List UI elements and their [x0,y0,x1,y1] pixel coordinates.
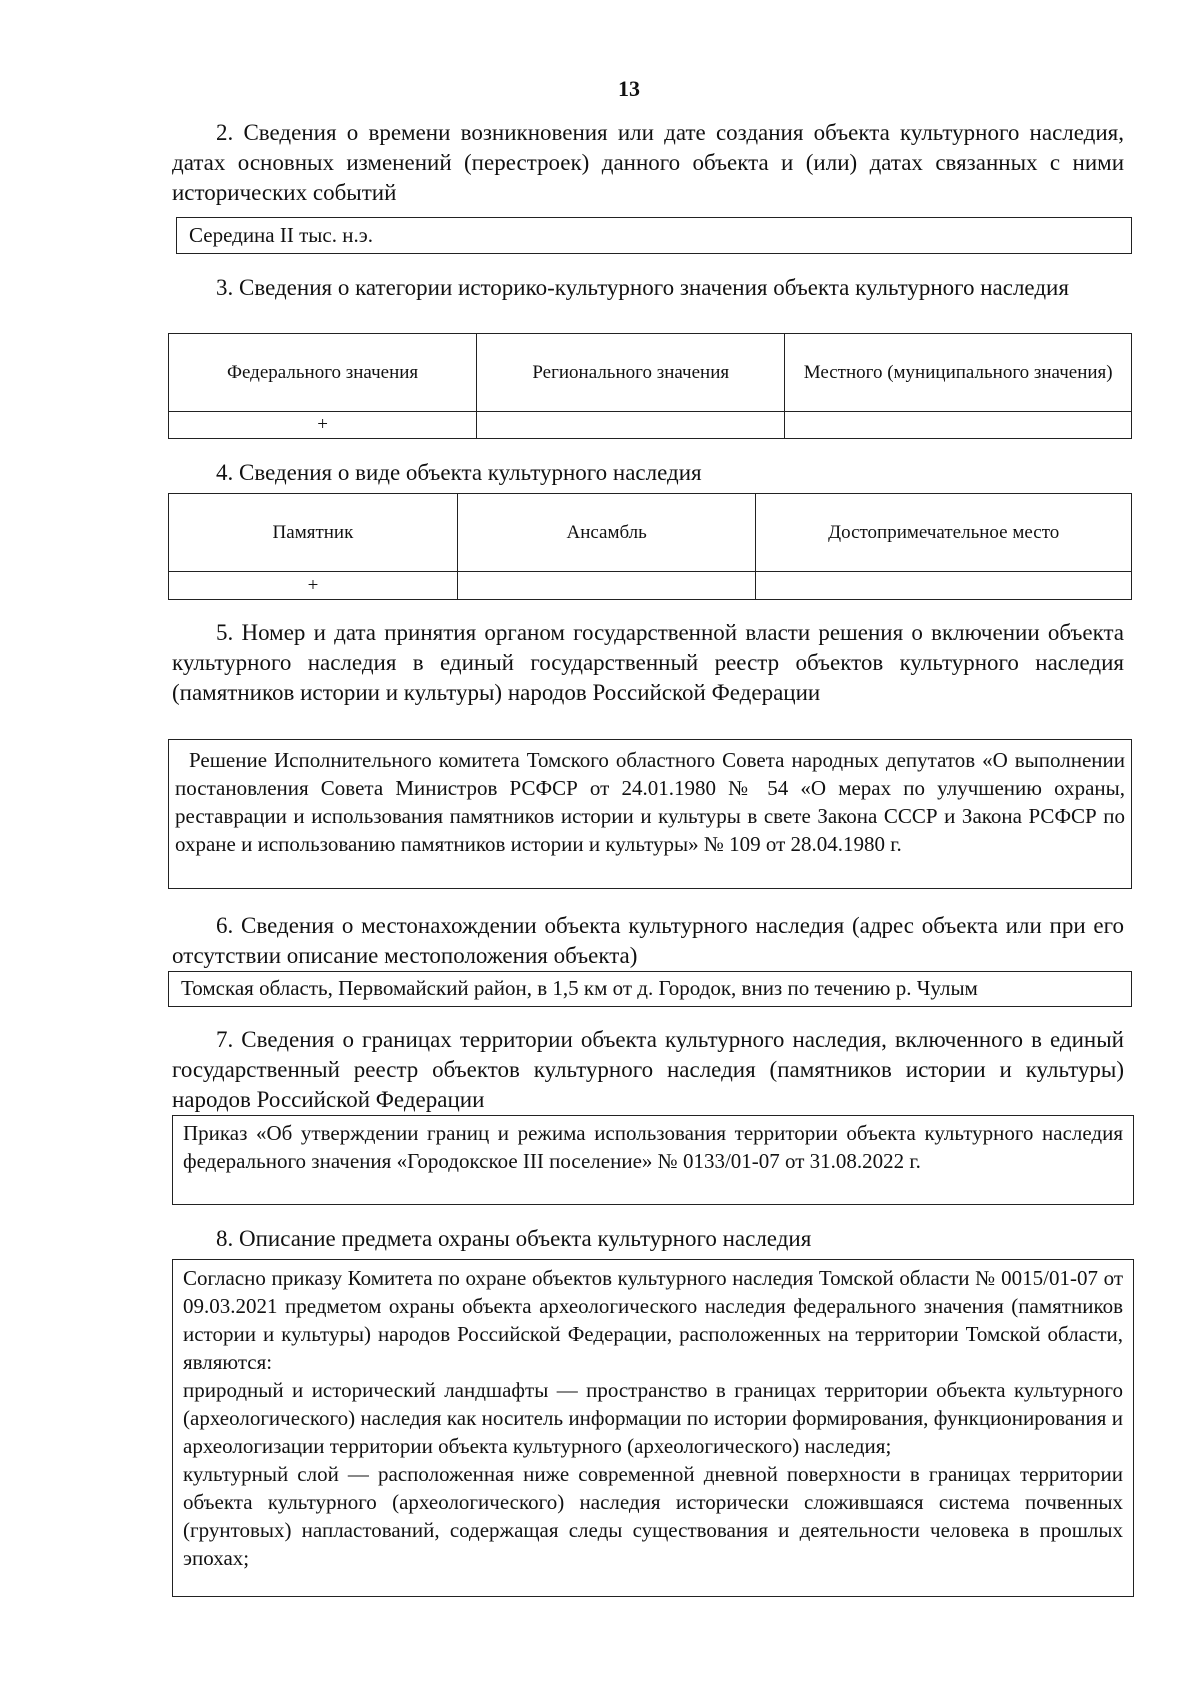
type-header-monument: Памятник [169,494,458,572]
category-mark-row [169,412,1132,439]
section-2-heading: 2. Сведения о времени возникновения или дате создания объекта культурного наследия, датах основных изменений (перестроек) данного объекта и (или) датах связанных с ними исторических событий [172,120,1124,205]
category-table [168,333,1132,439]
category-header-row [169,334,1132,412]
category-mark-federal: + [169,412,477,439]
section-8-paragraph: Согласно приказу Комитета по охране объектов культурного наследия Томской области № 0015/01-07 от 09.03.2021 предметом охраны объекта археологического наследия федерального значения (памятников истории и культуры) народов Российской Федерации, расположенных на территории Томской области, являются: [183,1266,1123,1374]
section-8-paragraph: культурный слой — расположенная ниже современной дневной поверхности в границах территории объекта культурного (археологического) наследия исторически сложившаяся система почвенных (грунтовых) напластований, содержащая следы существования и деятельности человека в прошлых эпохах; [183,1462,1123,1570]
type-header-row [169,494,1132,572]
section-6-value: Томская область, Первомайский район, в 1,5 км от д. Городок, вниз по течению р. Чулым [181,976,978,1000]
type-mark-landmark [756,572,1132,600]
page-number: 13 [618,76,640,101]
section-6-heading: 6. Сведения о местонахождении объекта культурного наследия (адрес объекта или при его отсутствии описание местоположения объекта) [172,913,1124,968]
section-5-value: Решение Исполнительного комитета Томского областного Совета народных депутатов «О выполнении постановления Совета Министров РСФСР от 24.01.1980 № 54 «О мерах по улучшению охраны, реставрации и использования памятников истории и культуры в свете Закона СССР и Закона РСФСР по охране и использованию памятников истории и культуры» № 109 от 28.04.1980 г. [175,748,1125,856]
section-2-value: Середина II тыс. н.э. [189,223,373,247]
category-header-local: Местного (муниципального значения) [785,334,1132,412]
type-mark-row [169,572,1132,600]
section-7-value: Приказ «Об утверждении границ и режима использования территории объекта культурного наследия федерального значения «Городокское III поселение» № 0133/01-07 от 31.08.2022 г. [183,1121,1123,1173]
category-header-federal: Федерального значения [169,334,477,412]
category-mark-local [785,412,1132,439]
section-7-heading: 7. Сведения о границах территории объекта культурного наследия, включенного в единый государственный реестр объектов культурного наследия (памятников истории и культуры) народов Российской Федерации [172,1027,1124,1112]
section-5-value-box [168,739,1132,889]
section-5-heading: 5. Номер и дата принятия органом государственной власти решения о включении объекта культурного наследия в единый государственный реестр объектов культурного наследия (памятников истории и культуры) народов Российской Федерации [172,620,1124,705]
category-header-regional: Регионального значения [477,334,785,412]
type-mark-monument: + [169,572,458,600]
type-table [168,493,1132,600]
section-7-value-box [172,1115,1134,1205]
section-4-heading: 4. Сведения о виде объекта культурного наследия [216,460,702,485]
type-mark-ensemble [457,572,756,600]
section-6-value-box [168,971,1132,1007]
section-8-heading: 8. Описание предмета охраны объекта культурного наследия [216,1226,812,1251]
type-header-landmark: Достопримечательное место [756,494,1132,572]
section-8-paragraph: природный и исторический ландшафты — пространство в границах территории объекта культурного (археологического) наследия как носитель информации по истории формирования, функционирования и археологизации территории объекта культурного (археологического) наследия; [183,1378,1123,1458]
section-8-value-box [172,1259,1134,1597]
type-header-ensemble: Ансамбль [457,494,756,572]
section-3-heading: 3. Сведения о категории историко-культурного значения объекта культурного наследия [216,275,1069,300]
category-mark-regional [477,412,785,439]
section-2-value-box [176,217,1132,254]
